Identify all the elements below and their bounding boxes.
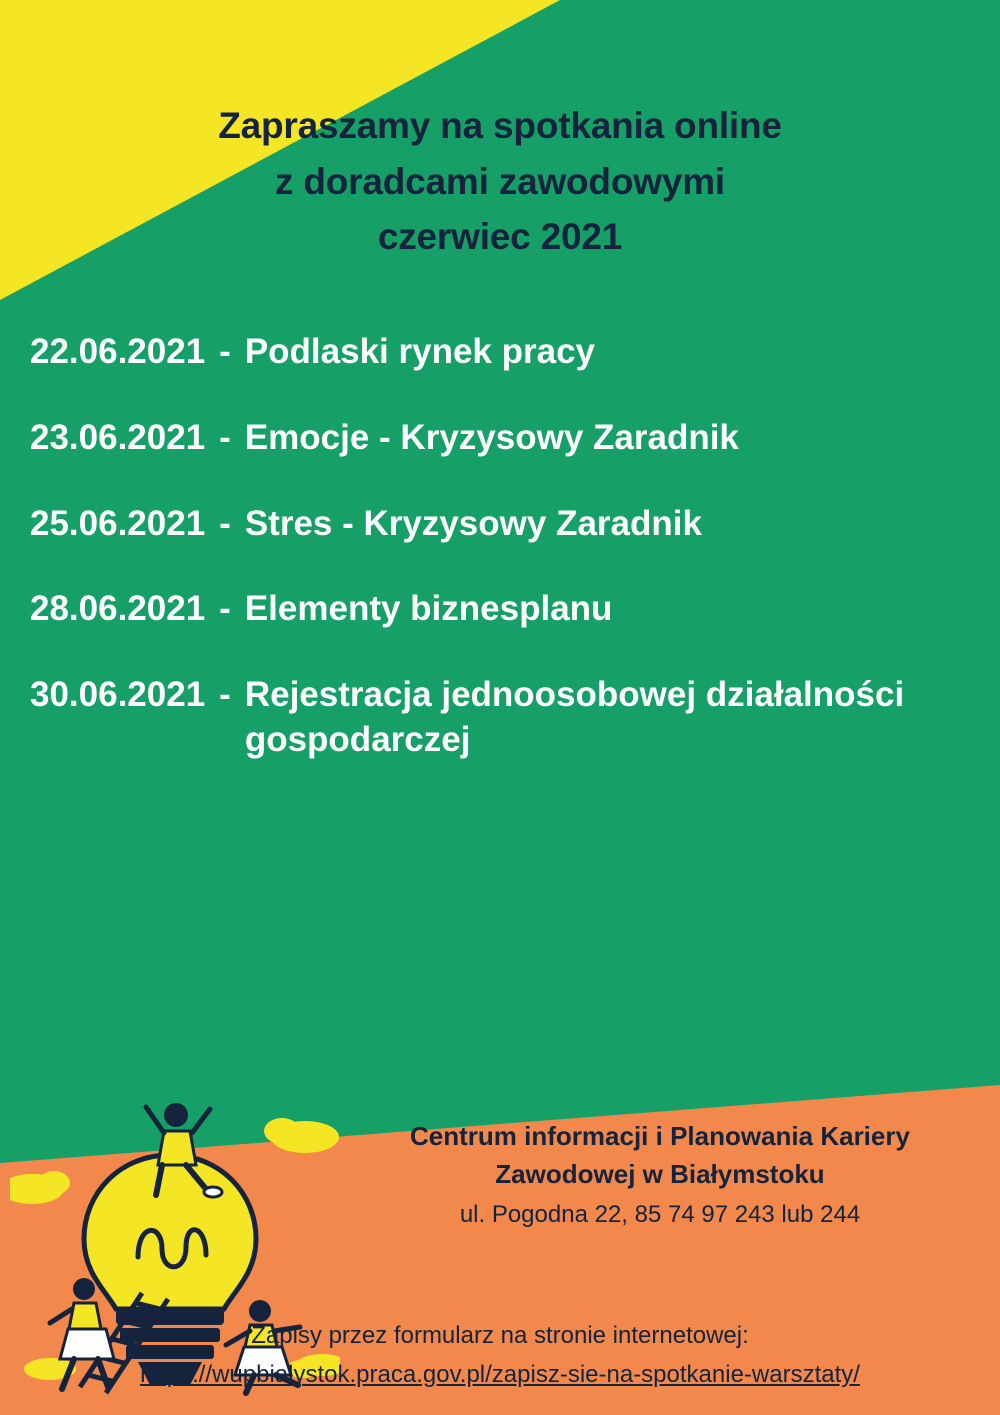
meeting-title: Elementy biznesplanu — [244, 589, 613, 629]
meeting-date: 22.06.2021 — [30, 332, 206, 371]
meeting-dash: - — [219, 675, 231, 715]
organization-name-line-1: Centrum informacji i Planowania Kariery — [410, 1121, 910, 1151]
meeting-date: 30.06.2021 — [30, 675, 206, 715]
meeting-title: Emocje - Kryzysowy Zaradnik — [244, 417, 739, 457]
meeting-date: 28.06.2021 — [30, 589, 206, 629]
list-item — [30, 330, 970, 375]
meeting-dash: - — [219, 589, 231, 629]
meeting-title: Podlaski rynek pracy — [244, 332, 596, 371]
signup-info — [0, 1318, 1000, 1393]
meeting-dash: - — [219, 417, 231, 457]
signup-instruction: Zapisy przez formularz na stronie internetowej: — [251, 1322, 749, 1349]
meeting-date: 23.06.2021 — [30, 417, 206, 457]
meeting-dash: - — [219, 503, 231, 543]
organization-name-line-2: Zawodowej w Białymstoku — [495, 1158, 825, 1189]
organization-address: ul. Pogodna 22, 85 74 97 243 lub 244 — [459, 1201, 861, 1229]
headline-line-3: czerwiec 2021 — [377, 216, 623, 257]
headline-line-2: z doradcami zawodowymi — [275, 160, 725, 202]
meeting-title: Stres - Kryzysowy Zaradnik — [244, 503, 702, 543]
list-item — [30, 416, 970, 461]
list-item — [30, 587, 970, 632]
headline-line-1: Zapraszamy na spotkania online — [218, 105, 782, 146]
list-item — [30, 502, 970, 547]
meeting-title: Rejestracja jednoosobowej działalności gospodarczej — [244, 675, 905, 759]
list-item — [30, 673, 970, 763]
meeting-date: 25.06.2021 — [30, 503, 206, 543]
meeting-list — [30, 330, 970, 804]
signup-link[interactable]: https://wupbialystok.praca.gov.pl/zapisz-sie-na-spotkanie-warsztaty/ — [140, 1361, 860, 1388]
page-title — [0, 98, 1000, 265]
organization-info — [330, 1118, 990, 1233]
meeting-dash: - — [219, 332, 231, 371]
